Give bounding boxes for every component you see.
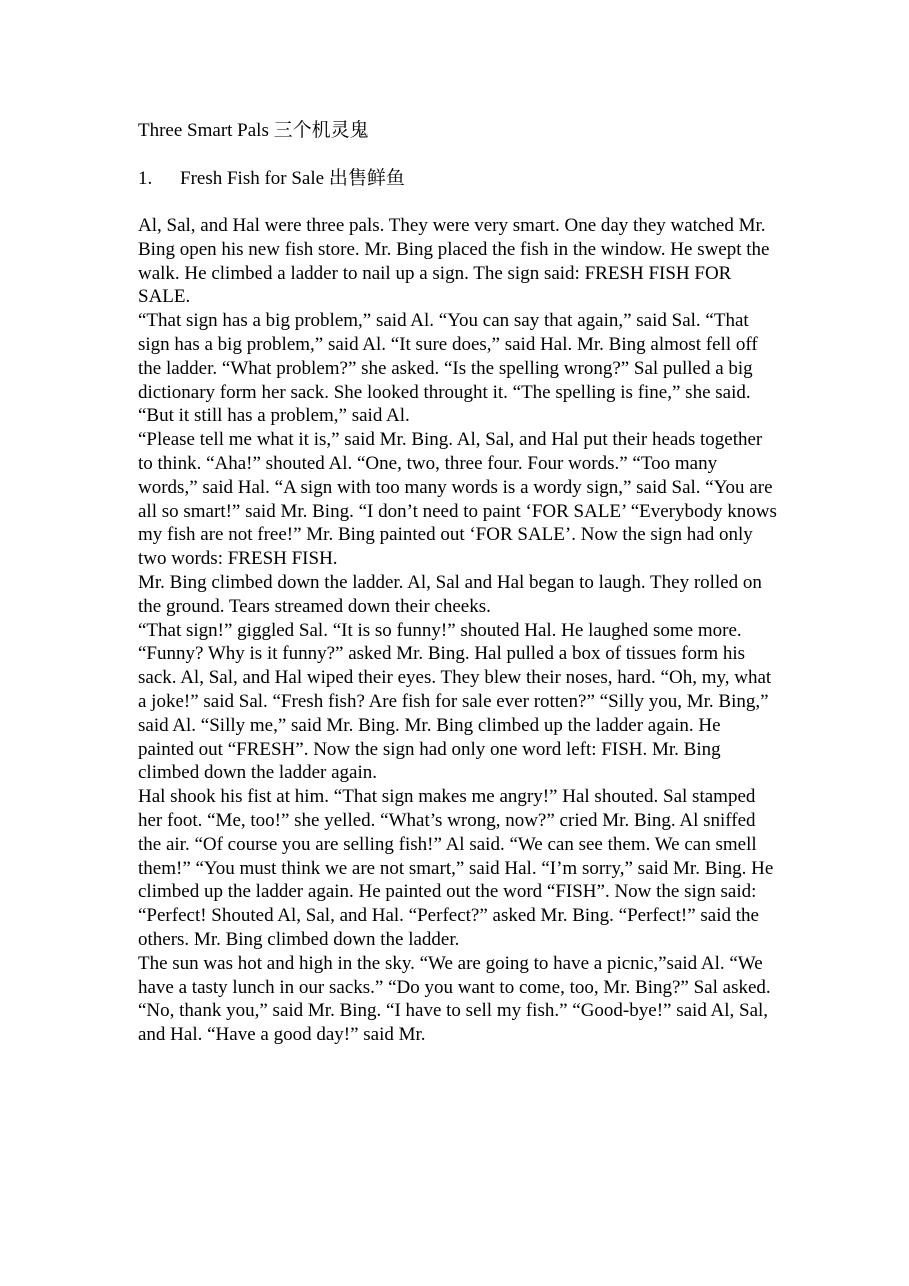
paragraph: “Perfect! Shouted Al, Sal, and Hal. “Perfect?” asked Mr. Bing. “Perfect!” said the others. Mr. Bing climbed down the ladder. [138,905,759,950]
section-heading [138,167,405,191]
document-title: Three Smart Pals 三个机灵鬼 [138,120,369,141]
paragraph: “Please tell me what it is,” said Mr. Bing. Al, Sal, and Hal put their heads together to think. “Aha!” shouted Al. “One, two, three four. Four words.” “Too many words,” said Hal. “A sign with too many words is a wordy sign,” said Sal. “You are all so smart!” said Mr. Bing. “I don’t need to paint ‘FOR SALE’ “Everybody knows my fish are not free!” Mr. Bing painted out ‘FOR SALE’. Now the sign had only two words: FRESH FISH. [138,429,777,570]
paragraph: “That sign has a big problem,” said Al. “You can say that again,” said Sal. “That sign has a big problem,” said Al. “It sure does,” said Hal. Mr. Bing almost fell off the ladder. “What problem?” she asked. “Is the spelling wrong?” Sal pulled a big dictionary form her sack. She looked throught it. “The spelling is fine,” she said. “But it still has a problem,” said Al. [138,310,758,427]
paragraph: “That sign!” giggled Sal. “It is so funny!” shouted Hal. He laughed some more. “Funny? Why is it funny?” asked Mr. Bing. Hal pulled a box of tissues form his sack. Al, Sal, and Hal wiped their eyes. They blew their noses, hard. “Oh, my, what a joke!” said Sal. “Fresh fish? Are fish for sale ever rotten?” “Silly you, Mr. Bing,” said Al. “Silly me,” said Mr. Bing. Mr. Bing climbed up the ladder again. He painted out “FRESH”. Now the sign had only one word left: FISH. Mr. Bing climbed down the ladder again. [138,619,772,784]
paragraph: Hal shook his fist at him. “That sign makes me angry!” Hal shouted. Sal stamped her foot. “Me, too!” she yelled. “What’s wrong, now?” cried Mr. Bing. Al sniffed the air. “Of course you are selling fish!” Al said. “We can see them. We can smell them!” “You must think we are not smart,” said Hal. “I’m sorry,” said Mr. Bing. He climbed up the ladder again. He painted out the word “FISH”. Now the sign said: [138,786,774,903]
paragraph: The sun was hot and high in the sky. “We are going to have a picnic,”said Al. “We have a tasty lunch in our sacks.” “Do you want to come, too, Mr. Bing?” Sal asked. “No, thank you,” said Mr. Bing. “I have to sell my fish.” “Good-bye!” said Al, Sal, and Hal. “Have a good day!” said Mr. [138,952,771,1046]
story-body [138,214,778,1047]
paragraph: Mr. Bing climbed down the ladder. Al, Sal and Hal began to laugh. They rolled on the ground. Tears streamed down their cheeks. [138,571,762,617]
section-number: 1. [138,168,153,189]
paragraph: Al, Sal, and Hal were three pals. They were very smart. One day they watched Mr. Bing open his new fish store. Mr. Bing placed the fish in the window. He swept the walk. He climbed a ladder to nail up a sign. The sign said: FRESH FISH FOR SALE. [138,215,770,308]
section-title: Fresh Fish for Sale 出售鲜鱼 [180,168,405,189]
